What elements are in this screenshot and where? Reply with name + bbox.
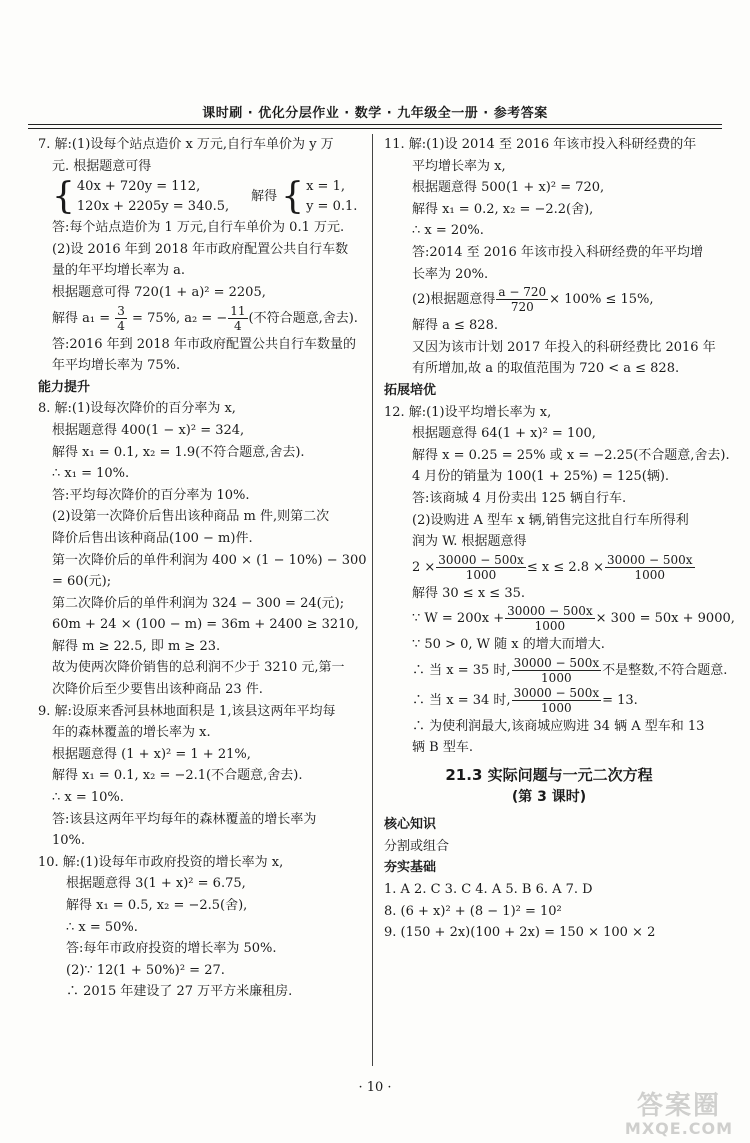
page-header: 课时刷 · 优化分层作业 · 数学 · 九年级全一册 · 参考答案 [202,106,548,121]
q7-line: 量的年平均增长率为 a. [52,263,186,279]
q8-line: 解得 x₁ = 0.1, x₂ = 1.9(不符合题意,舍去). [52,444,305,460]
q9-line: 10%. [52,833,86,849]
q11-line: 解得 a ≤ 828. [412,318,498,334]
q12-line: 辆 B 型车. [412,740,473,756]
q7-line: 根据题意可得 720(1 + a)² = 2205, [52,284,266,300]
q12-line: ∵ 50 > 0, W 随 x 的增大而增大. [412,637,605,653]
q10-line: (2)∵ 12(1 + 50%)² = 27. [66,962,225,978]
column-divider [372,134,373,1066]
q12-text: × 300 = 50x + 9000, [595,611,735,627]
q7-text: 解得 a₁ = [52,310,115,326]
section-heading: 核心知识 [384,817,437,833]
q12-line: (2)设购进 A 型车 x 辆,销售完这批自行车所得利 [412,512,689,528]
q11-line: 有所增加,故 a 的取值范围为 720 < a ≤ 828. [412,361,680,377]
q12-line: 答:该商城 4 月份卖出 125 辆自行车. [412,490,627,506]
fraction-numerator: 30000 − 500x [607,552,693,567]
q12-line: 4 月份的销量为 100(1 + 25%) = 125(辆). [412,469,670,485]
fraction-denominator: 720 [510,300,534,315]
q11-text: (2)根据题意得 [412,292,496,308]
section-heading: 夯实基础 [384,860,437,876]
fraction-denominator: 1000 [534,619,566,634]
q11-line: 答:2014 至 2016 年该市投入科研经费的年平均增 [412,244,703,260]
q8-line: 8. 解:(1)设每次降价的百分率为 x, [38,401,236,417]
fraction [496,285,548,314]
q9-line: 解得 x₁ = 0.1, x₂ = −2.1(不合题意,舍去). [52,768,303,784]
q8-line: 答:平均每次降价的百分率为 10%. [52,487,250,503]
q7-equation-1: 40x + 720y = 112, [76,179,201,195]
q7-line: 答:每个站点造价为 1 万元,自行车单价为 0.1 万元. [52,220,345,236]
q8-line: 60m + 24 × (100 − m) = 36m + 2400 ≥ 3210, [52,617,359,633]
q8-line: 解得 m ≥ 22.5, 即 m ≥ 23. [52,638,221,654]
page-number: · 10 · [358,1080,392,1095]
q9-line: ∴ x = 10%. [52,790,124,806]
q11-line: 11. 解:(1)设 2014 至 2016 年该市投入科研经费的年 [384,137,697,152]
q7-line: 7. 解:(1)设每个站点造价 x 万元,自行车单价为 y 万 [38,137,334,152]
q12-text: 2 × [412,559,436,575]
header-rule-thick [28,124,722,125]
q8-line: 第二次降价后的单件利润为 324 − 300 = 24(元); [52,595,345,611]
q12-line [384,686,714,716]
q9-line: 年的森林覆盖的增长率为 x. [52,725,211,741]
q7-solution [306,177,357,217]
q11-line: 又因为该市计划 2017 年投入的科研经费比 2016 年 [412,339,716,355]
watermark-url: MXQE.COM [624,1119,734,1138]
q11-line: 平均增长率为 x, [412,158,506,174]
q7-text: = 75%, a₂ = − [127,310,228,326]
q8-line: 次降价后至少要售出该种商品 23 件. [52,682,263,698]
q7-text: (不符合题意,舍去). [248,310,358,326]
q11-line: 长率为 20%. [412,266,489,282]
q12-line [384,655,728,686]
q10-line: 根据题意得 3(1 + x)² = 6.75, [66,876,246,892]
fraction-numerator: a − 720 [498,285,547,300]
q8-line: (2)设第一次降价后售出该种商品 m 件,则第二次 [52,509,330,525]
q12-line: 解得 30 ≤ x ≤ 35. [412,585,525,601]
fraction-denominator: 4 [234,318,242,333]
q8-line: = 60(元); [52,574,112,590]
fraction [605,553,695,582]
q8-line: 根据题意得 400(1 − x)² = 324, [52,422,245,438]
q8-line: 降价后售出该种商品(100 − m)件. [52,530,253,546]
q12-line [384,604,735,634]
section-heading: 能力提升 [38,379,91,395]
q10-line: ∴ 2015 年建设了 27 万平方米廉租房. [66,984,293,1000]
fraction [115,304,127,333]
q8-line: 第一次降价后的单件利润为 400 × (1 − 10%) − 300 [52,552,367,568]
watermark-text: 答案圈 [636,1091,721,1121]
q12-text: ∵ W = 200x + [412,611,505,627]
watermark-logo [614,1092,744,1140]
q7-system [38,177,366,217]
fraction [512,656,602,685]
section-subtitle: (第 3 课时) [511,788,587,805]
fraction-denominator: 1000 [634,567,666,582]
q8-line: 故为使两次降价销售的总利润不少于 3210 元,第一 [52,660,345,676]
q11-line [384,285,714,315]
q9-line: 根据题意得 (1 + x)² = 1 + 21%, [52,746,251,762]
q7-line [38,304,366,334]
q10-line: 答:每年市政府投资的增长率为 50%. [66,941,277,957]
fraction [228,304,247,333]
header-rule-thin [28,128,722,129]
q7-equations [77,177,229,217]
fraction-numerator: 3 [117,303,125,318]
q12-text: ≤ x ≤ 2.8 × [526,559,605,575]
q10-line: ∴ x = 50%. [66,919,138,935]
q12-line: 润为 W. 根据题意得 [412,534,527,550]
q7-line: 答:2016 年到 2018 年市政府配置公共自行车数量的 [52,336,356,352]
q10-line: 解得 x₁ = 0.5, x₂ = −2.5(舍), [66,898,248,913]
core-answer: 分割或组合 [384,838,450,854]
q7-line: 年平均增长率为 75%. [52,358,181,374]
q11-text: × 100% ≤ 15%, [549,292,654,308]
choice-answers: 1. A 2. C 3. C 4. A 5. B 6. A 7. D [384,882,593,898]
right-column [384,134,735,944]
q9-answer: 9. (150 + 2x)(100 + 2x) = 150 × 100 × 2 [384,925,656,941]
q8-line: ∴ x₁ = 10%. [52,466,130,482]
fraction-numerator: 30000 − 500x [507,604,593,619]
q12-text: 不是整数,不符合题意. [602,662,728,678]
left-column [38,134,366,1003]
q12-text: ∴ 当 x = 35 时, [412,662,511,678]
q12-line: ∴ 为使利润最大,该商城应购进 34 辆 A 型车和 13 [412,718,705,734]
q12-text: = 13. [602,692,638,708]
fraction-numerator: 30000 − 500x [513,655,600,670]
q7-equation-2: 120x + 2205y = 340.5, [76,199,230,215]
q11-line: 根据题意得 500(1 + x)² = 720, [412,180,605,196]
fraction-denominator: 1000 [465,567,497,582]
fraction [512,686,602,715]
q7-result-2: y = 0.1. [306,199,358,215]
q12-line: 12. 解:(1)设平均增长率为 x, [384,404,552,420]
q12-line: 根据题意得 64(1 + x)² = 100, [412,426,596,442]
fraction-numerator: 11 [230,303,246,318]
section-title: 21.3 实际问题与一元二次方程 [445,766,653,785]
q11-line: 解得 x₁ = 0.2, x₂ = −2.2(舍), [412,201,594,217]
q7-line: 元. 根据题意可得 [52,158,152,174]
q7-solve-label: 解得 [251,189,278,205]
fraction-denominator: 4 [117,318,125,333]
fraction-numerator: 30000 − 500x [513,685,600,700]
q9-line: 9. 解:设原来香河县林地面积是 1,该县这两年平均每 [38,703,336,719]
fraction-denominator: 1000 [541,670,572,685]
brace-symbol: { [52,176,75,218]
q8-answer: 8. (6 + x)² + (8 − 1)² = 10² [384,903,562,919]
q12-line: 解得 x = 0.25 = 25% 或 x = −2.25(不合题意,舍去). [412,447,730,463]
q11-line: ∴ x = 20%. [412,223,484,239]
q12-text: ∴ 当 x = 34 时, [412,692,511,708]
section-heading: 拓展培优 [384,382,437,398]
q7-result-1: x = 1, [306,179,345,195]
fraction-numerator: 30000 − 500x [438,552,524,567]
fraction [505,604,595,633]
brace-symbol: { [281,176,305,218]
fraction-denominator: 1000 [541,700,572,715]
q12-line [384,553,714,583]
q10-line: 10. 解:(1)设每年市政府投资的增长率为 x, [38,854,284,870]
fraction [436,553,526,582]
q7-line: (2)设 2016 年到 2018 年市政府配置公共自行车数 [52,241,349,257]
q9-line: 答:该县这两年平均每年的森林覆盖的增长率为 [52,811,317,827]
